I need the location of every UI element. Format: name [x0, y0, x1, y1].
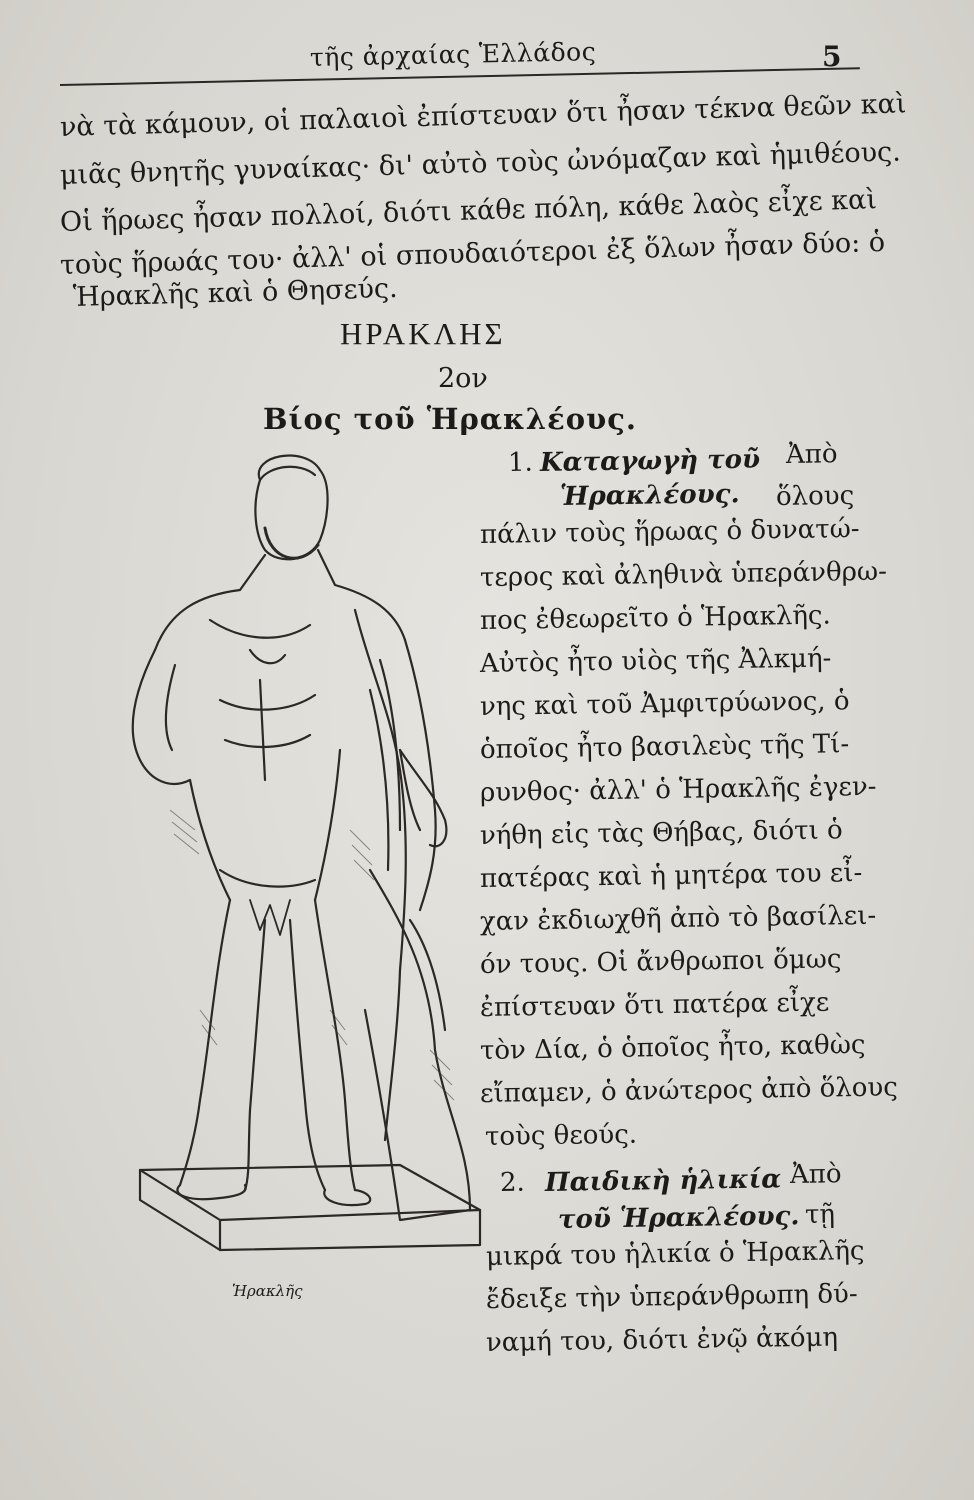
header-rule [60, 67, 860, 86]
text-line: νήθη εἰς τὰς Θήβας, διότι ὁ [479, 815, 843, 851]
running-header: τῆς ἀρχαίας Ἑλλάδος [309, 37, 597, 72]
text-line: νὰ τὰ κάμουν, οἱ παλαιοὶ ἐπίστευαν ὅτι ἦσαν τέκνα θεῶν καὶ [59, 88, 907, 143]
paragraph-number: 2. [499, 1167, 526, 1198]
text-line: όν τους. Οἱ ἄνθρωποι ὅμως [479, 944, 842, 980]
text-line: μιᾶς θνητῆς γυναίκας· δι' αὐτὸ τοὺς ὠνόμαζαν καὶ ἡμιθέους. [59, 136, 902, 191]
illustration-caption: Ἡρακλῆς [232, 1282, 303, 1300]
text-line: χαν ἐκδιωχθῆ ἀπὸ τὸ βασίλει- [479, 900, 877, 937]
text-line: Ἀπὸ [785, 439, 838, 470]
paragraph-title: Παιδικὴ ἡλικία [544, 1164, 782, 1198]
text-line: ὁποῖος ἦτο βασιλεὺς τῆς Τί- [479, 729, 850, 765]
text-line: πάλιν τοὺς ἥρωας ὁ δυνατώ- [479, 514, 860, 550]
text-line: τοὺς θεούς. [484, 1119, 638, 1152]
text-line: τῇ [804, 1199, 836, 1230]
paragraph-title: Ἡρακλέους. [559, 479, 740, 512]
page-number: 5 [822, 40, 842, 73]
text-line: ἐπίστευαν ὅτι πατέρα εἶχε [479, 987, 830, 1023]
text-line: ναμή του, διότι ἐνῷ ἀκόμη [485, 1322, 839, 1358]
text-line: εἴπαμεν, ὁ ἀνώτερος ἀπὸ ὅλους [479, 1072, 899, 1109]
chapter-number: 2ον [438, 363, 488, 394]
text-line: ἔδειξε τὴν ὑπεράνθρωπη δύ- [485, 1279, 858, 1315]
text-line: Ἡρακλῆς καὶ ὁ Θησεύς. [72, 272, 399, 313]
chapter-heading: ΗΡΑΚΛΗΣ [340, 316, 506, 351]
text-line: τὸν Δία, ὁ ὁποῖος ἦτο, καθὼς [479, 1029, 866, 1066]
text-line: Ἀπὸ [789, 1159, 842, 1190]
section-title: Βίος τοῦ Ἡρακλέους. [263, 402, 637, 436]
text-line: Αὐτὸς ἦτο υἱὸς τῆς Ἀλκμή- [479, 643, 832, 679]
text-line: μικρά του ἡλικία ὁ Ἡρακλῆς [485, 1236, 865, 1272]
text-line: ρυνθος· ἀλλ' ὁ Ἡρακλῆς ἐγεν- [479, 771, 877, 808]
heracles-statue-illustration [100, 450, 500, 1270]
paragraph-title: Καταγωγὴ τοῦ [539, 444, 761, 478]
text-line: νης καὶ τοῦ Ἀμφιτρύωνος, ὁ [479, 686, 850, 722]
text-line: ὅλους [775, 480, 855, 512]
text-line: πος ἐθεωρεῖτο ὁ Ἡρακλῆς. [479, 600, 831, 636]
paragraph-title: τοῦ Ἡρακλέους. [557, 1201, 800, 1235]
text-line: πατέρας καὶ ἡ μητέρα του εἶ- [479, 857, 863, 894]
text-line: Οἱ ἥρωες ἦσαν πολλοί, διότι κάθε πόλη, κάθε λαὸς εἶχε καὶ [59, 184, 878, 238]
paragraph-number: 1. [507, 447, 534, 478]
text-line: τοὺς ἥρωάς του· ἀλλ' οἱ σπουδαιότεροι ἐξ ὅλων ἦσαν δύο: ὁ [59, 226, 886, 281]
text-line: τερος καὶ ἀληθινὰ ὑπεράνθρω- [479, 556, 888, 593]
